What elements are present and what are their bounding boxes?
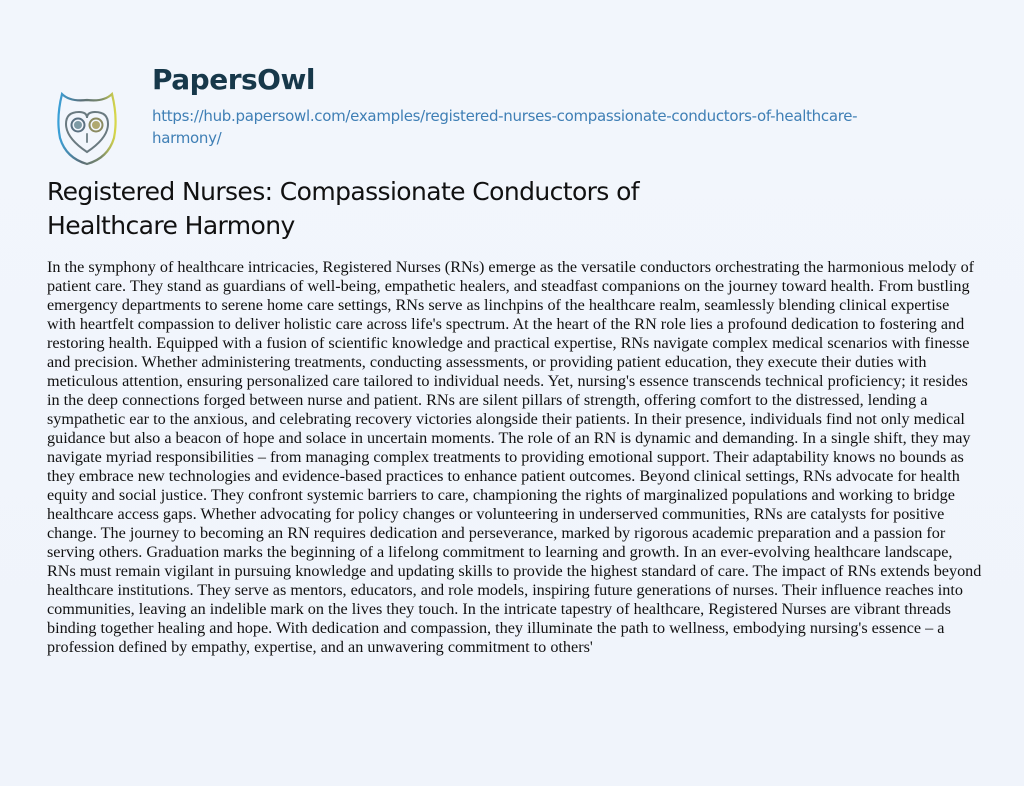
site-header <box>52 60 952 160</box>
source-url[interactable]: https://hub.papersowl.com/examples/registered-nurses-compassionate-conductors-of-healthcare-harmony/ <box>152 107 858 147</box>
page-title: Registered Nurses: Compassionate Conductors of Healthcare Harmony <box>47 177 639 240</box>
essay-body: In the symphony of healthcare intricacies, Registered Nurses (RNs) emerge as the versatile conductors orchestrating the harmonious melody of patient care. They stand as guardians of well-being, empathetic healers, and steadfast companions on the journey toward health. From bustling emergency departments to serene home care settings, RNs serve as linchpins of the healthcare realm, seamlessly blending clinical expertise with heartfelt compassion to deliver holistic care across life's spectrum. At the heart of the RN role lies a profound dedication to fostering and restoring health. Equipped with a fusion of scientific knowledge and practical expertise, RNs navigate complex medical scenarios with finesse and precision. Whether administering treatments, conducting assessments, or providing patient education, they execute their duties with meticulous attention, ensuring personalized care tailored to individual needs. Yet, nursing's essence transcends technical proficiency; it resides in the deep connections forged between nurse and patient. RNs are silent pillars of strength, offering comfort to the distressed, lending a sympathetic ear to the anxious, and celebrating recovery victories alongside their patients. In their presence, individuals find not only medical guidance but also a beacon of hope and solace in uncertain moments. The role of an RN is dynamic and demanding. In a single shift, they may navigate myriad responsibilities – from managing complex treatments to providing emotional support. Their adaptability knows no bounds as they embrace new technologies and evidence-based practices to enhance patient outcomes. Beyond clinical settings, RNs advocate for health equity and social justice. They confront systemic barriers to care, championing the rights of marginalized populations and working to bridge healthcare access gaps. Whether advocating for policy changes or volunteering in underserved communities, RNs are catalysts for positive change. The journey to becoming an RN requires dedication and perseverance, marked by rigorous academic preparation and a passion for serving others. Graduation marks the beginning of a lifelong commitment to learning and growth. In an ever-evolving healthcare landscape, RNs must remain vigilant in pursuing knowledge and updating skills to provide the highest standard of care. The impact of RNs extends beyond healthcare institutions. They serve as mentors, educators, and role models, inspiring future generations of nurses. Their influence reaches into communities, leaving an indelible mark on the lives they touch. In the intricate tapestry of healthcare, Registered Nurses are vibrant threads binding together healing and hope. With dedication and compassion, they illuminate the path to wellness, embodying nursing's essence – a profession defined by empathy, expertise, and an unwavering commitment to others' <box>47 258 982 656</box>
owl-logo-icon <box>52 88 122 168</box>
brand-name: PapersOwl <box>152 63 315 96</box>
